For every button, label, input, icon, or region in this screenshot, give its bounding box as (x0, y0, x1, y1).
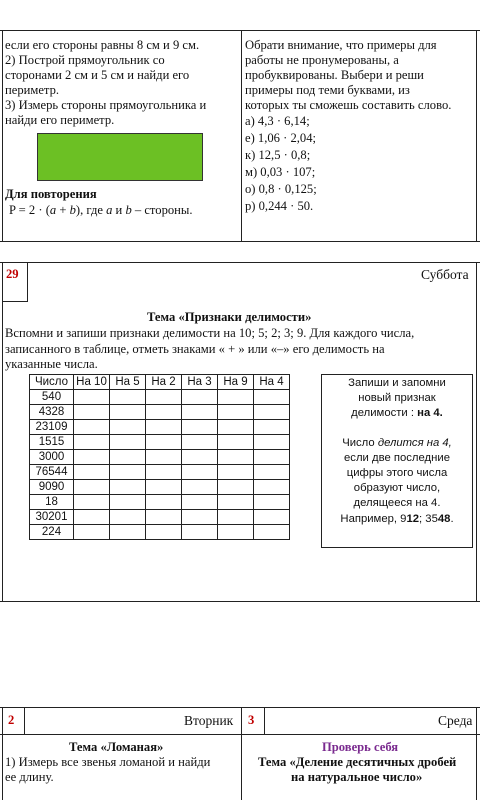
answer-cell[interactable] (182, 480, 218, 495)
answer-cell[interactable] (74, 420, 110, 435)
day3-number: 3 (248, 713, 255, 727)
example-o: о) 0,8 · 0,125; (245, 182, 317, 196)
topic-title: Тема «Признаки делимости» (147, 310, 312, 324)
note-line-2: новый признак (358, 392, 436, 404)
day2-line-1: 1) Измерь все звенья ломаной и найди (5, 755, 211, 769)
day-number: 29 (6, 267, 19, 281)
note-ex-2: ; 35 (419, 513, 438, 525)
day3-topic-line-1: Тема «Деление десятичных дробей (258, 755, 457, 769)
day2-topic: Тема «Ломаная» (69, 740, 164, 754)
number-cell: 3000 (30, 450, 74, 465)
answer-cell[interactable] (110, 480, 146, 495)
answer-cell[interactable] (74, 390, 110, 405)
answer-cell[interactable] (110, 525, 146, 540)
example-k: к) 12,5 · 0,8; (245, 148, 311, 162)
answer-cell[interactable] (254, 405, 290, 420)
note-ex-1-bold: 12 (406, 513, 420, 525)
answer-cell[interactable] (146, 465, 182, 480)
number-cell: 540 (30, 390, 74, 405)
check-yourself: Проверь себя (322, 740, 399, 754)
day2-weekday: Вторник (184, 713, 234, 728)
note-line-7: образуют число, (353, 482, 441, 494)
day29-left-border (2, 262, 3, 602)
note-line-3 (322, 406, 472, 421)
note-line-6: цифры этого числа (346, 467, 448, 479)
answer-cell[interactable] (146, 525, 182, 540)
answer-cell[interactable] (74, 525, 110, 540)
answer-cell[interactable] (74, 495, 110, 510)
top-right-line-2: работы не пронумерованы, а (245, 53, 399, 67)
top-left-line-6: найди его периметр. (5, 113, 115, 127)
answer-cell[interactable] (182, 510, 218, 525)
answer-cell[interactable] (110, 465, 146, 480)
answer-cell[interactable] (218, 450, 254, 465)
table-row (30, 390, 290, 405)
answer-cell[interactable] (74, 510, 110, 525)
note-line-4 (322, 436, 472, 451)
answer-cell[interactable] (110, 405, 146, 420)
answer-cell[interactable] (110, 450, 146, 465)
answer-cell[interactable] (146, 480, 182, 495)
answer-cell[interactable] (110, 495, 146, 510)
day3-topic-line-2: на натуральное число» (291, 770, 423, 784)
table-row (30, 525, 290, 540)
table-row (30, 405, 290, 420)
answer-cell[interactable] (218, 525, 254, 540)
example-m: м) 0,03 · 107; (245, 165, 316, 179)
answer-cell[interactable] (218, 420, 254, 435)
answer-cell[interactable] (110, 390, 146, 405)
day2-line-2: ее длину. (5, 770, 54, 784)
answer-cell[interactable] (218, 435, 254, 450)
top-divider (241, 30, 242, 242)
top-left-line-2: 2) Построй прямоугольник со (5, 53, 165, 67)
answer-cell[interactable] (110, 420, 146, 435)
number-cell: 1515 (30, 435, 74, 450)
divisibility-table (29, 374, 290, 540)
table-header-row (30, 375, 290, 390)
top-right-line-4: примеры под теми буквами, из (245, 83, 410, 97)
answer-cell[interactable] (146, 495, 182, 510)
note-line-8: делящееся на 4. (353, 497, 441, 509)
answer-cell[interactable] (74, 465, 110, 480)
day29-right-border (476, 262, 477, 602)
answer-cell[interactable] (182, 435, 218, 450)
answer-cell[interactable] (74, 405, 110, 420)
top-left-line-1: если его стороны равны 8 см и 9 см. (5, 38, 200, 52)
answer-cell[interactable] (182, 405, 218, 420)
answer-cell[interactable] (182, 390, 218, 405)
instruction-line-3: указанные числа. (5, 357, 98, 371)
day29-top-border (0, 262, 480, 263)
number-cell: 9090 (30, 480, 74, 495)
repeat-title: Для повторения (5, 187, 97, 201)
table-row (30, 420, 290, 435)
answer-cell[interactable] (254, 435, 290, 450)
header-div-9: На 9 (218, 375, 254, 390)
example-e: е) 1,06 · 2,04; (245, 131, 316, 145)
number-cell: 30201 (30, 510, 74, 525)
instruction-line-2: записанного в таблице, отметь знаками « + » или «–» его делимость на (5, 342, 385, 356)
answer-cell[interactable] (218, 390, 254, 405)
answer-cell[interactable] (182, 420, 218, 435)
number-cell: 18 (30, 495, 74, 510)
note-line-4-text: Число (342, 437, 378, 449)
top-border (0, 30, 480, 31)
answer-cell[interactable] (182, 465, 218, 480)
header-div-4: На 4 (254, 375, 290, 390)
header-div-3: На 3 (182, 375, 218, 390)
instruction-line-1: Вспомни и запиши признаки делимости на 10; 5; 2; 3; 9. Для каждого числа, (5, 326, 415, 340)
table-row (30, 480, 290, 495)
answer-cell[interactable] (182, 525, 218, 540)
note-ex-2-bold: 48 (437, 513, 451, 525)
table-row (30, 450, 290, 465)
answer-cell[interactable] (74, 450, 110, 465)
answer-cell[interactable] (254, 450, 290, 465)
number-cell: 76544 (30, 465, 74, 480)
day29-bottom-border (0, 601, 480, 602)
note-ex-end: . (450, 513, 454, 525)
table-row (30, 495, 290, 510)
table-row (30, 510, 290, 525)
top-right-line-3: пробуквированы. Выбери и реши (245, 68, 424, 82)
number-cell: 224 (30, 525, 74, 540)
top-left-border (2, 30, 3, 242)
top-left-line-4: периметр. (5, 83, 60, 97)
answer-cell[interactable] (182, 450, 218, 465)
answer-cell[interactable] (254, 420, 290, 435)
perimeter-formula: P = 2 · (a + b), где a и b – стороны. (9, 203, 193, 217)
header-div-5: На 5 (110, 375, 146, 390)
note-line-9 (322, 512, 472, 527)
top-left-line-5: 3) Измерь стороны прямоугольника и (5, 98, 207, 112)
answer-cell[interactable] (146, 390, 182, 405)
top-right-line-5: которых ты сможешь составить слово. (245, 98, 452, 112)
note-line-3-text: делимости : (351, 407, 418, 419)
answer-cell[interactable] (254, 390, 290, 405)
header-number: Число (30, 375, 74, 390)
answer-cell[interactable] (74, 435, 110, 450)
answer-cell[interactable] (218, 405, 254, 420)
note-line-3-bold: на 4. (417, 407, 443, 419)
weekday: Суббота (421, 267, 469, 282)
header-div-2: На 2 (146, 375, 182, 390)
answer-cell[interactable] (218, 495, 254, 510)
answer-cell[interactable] (146, 510, 182, 525)
top-right-line-1: Обрати внимание, что примеры для (245, 38, 437, 52)
answer-cell[interactable] (218, 510, 254, 525)
table-row (30, 435, 290, 450)
answer-cell[interactable] (146, 435, 182, 450)
example-r: р) 0,244 · 50. (245, 199, 314, 213)
answer-cell[interactable] (254, 465, 290, 480)
answer-cell[interactable] (218, 465, 254, 480)
note-line-5: если две последние (344, 452, 450, 464)
answer-cell[interactable] (110, 510, 146, 525)
green-rectangle (37, 133, 203, 181)
header-div-10: На 10 (74, 375, 110, 390)
answer-cell[interactable] (254, 510, 290, 525)
top-bottom-border (0, 241, 480, 242)
table-row (30, 465, 290, 480)
answer-cell[interactable] (146, 420, 182, 435)
example-a: а) 4,3 · 6,14; (245, 114, 310, 128)
number-cell: 23109 (30, 420, 74, 435)
answer-cell[interactable] (218, 480, 254, 495)
top-right-border (476, 30, 477, 242)
bottom-right-border (476, 707, 477, 800)
day3-weekday: Среда (438, 713, 473, 728)
answer-cell[interactable] (110, 435, 146, 450)
bottom-top-border (0, 707, 480, 708)
answer-cell[interactable] (254, 495, 290, 510)
answer-cell[interactable] (254, 525, 290, 540)
answer-cell[interactable] (146, 405, 182, 420)
day2-number: 2 (8, 713, 15, 727)
note-line-1: Запиши и запомни (348, 377, 446, 389)
answer-cell[interactable] (74, 480, 110, 495)
note-line-4-italic: делится на 4, (377, 437, 452, 449)
answer-cell[interactable] (146, 450, 182, 465)
answer-cell[interactable] (182, 495, 218, 510)
answer-cell[interactable] (254, 480, 290, 495)
top-left-line-3: сторонами 2 см и 5 см и найди его (5, 68, 190, 82)
bottom-header-line (0, 734, 480, 735)
number-cell: 4328 (30, 405, 74, 420)
note-ex-1: Например, 9 (340, 513, 407, 525)
